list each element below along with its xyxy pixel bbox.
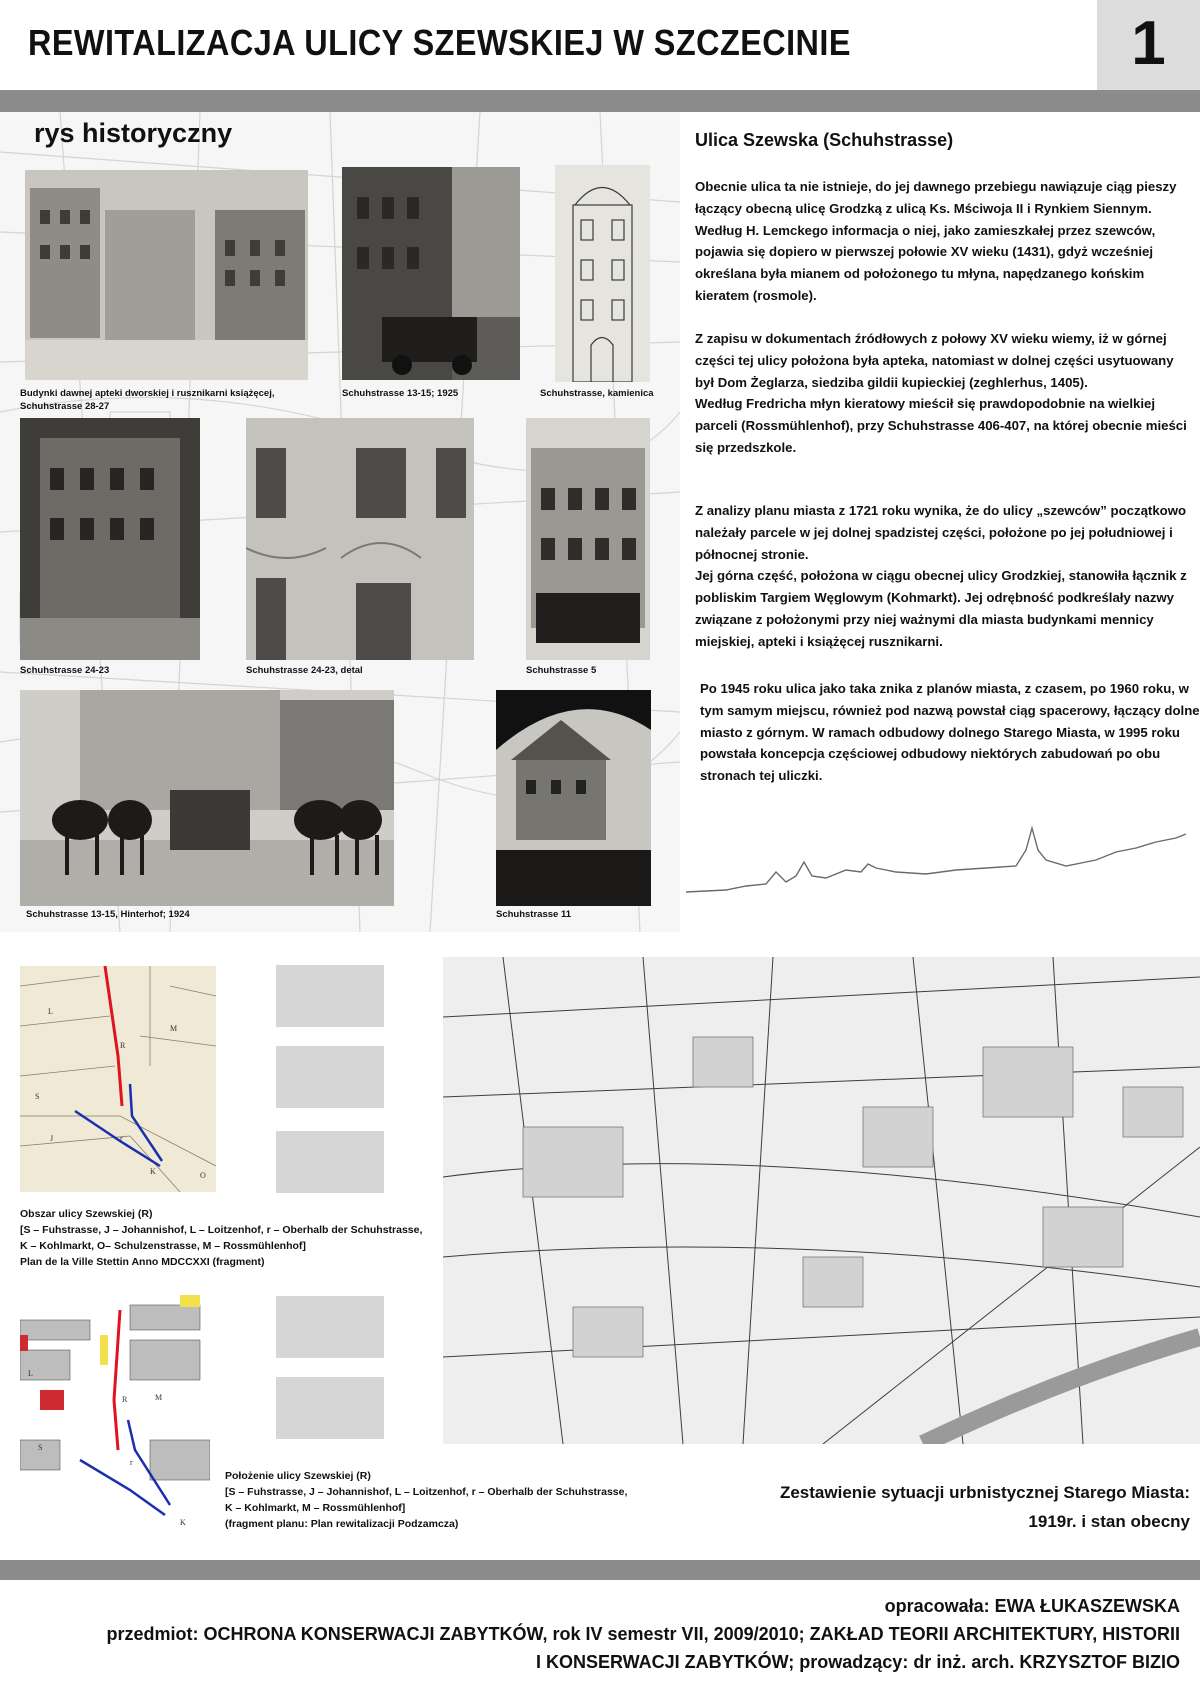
svg-text:L: L: [28, 1369, 33, 1378]
photo-schuhstrasse-5: [526, 418, 650, 660]
credits: [20, 1592, 1180, 1676]
svg-text:K: K: [180, 1518, 186, 1527]
skyline-drawing: [686, 820, 1186, 900]
image-placeholder: [276, 1046, 384, 1108]
photo-schuhstrasse-24-23-detail: [246, 418, 474, 660]
article-paragraph: Z analizy planu miasta z 1721 roku wynika, że do ulicy „szewców” początkowo należały parcele w jej dolnej spadzistej części, położone po jej południowej i północnej stronie. Jej górna część, położona w ciągu obecnej ulicy Grodzkiej, stanowiła łącznik z pobliskim Targiem Węglowym (Kohmarkt). Jej odrębność podkreślały nazwy związane z położonymi przy niej ważnymi dla miasta budynkami mennicy miejskiej, apteki i książęcej rusznikarni.: [695, 503, 1187, 649]
svg-text:J: J: [50, 1134, 54, 1143]
photo-caption: Budynki dawnej apteki dworskiej i rusznikarni książęcej, Schuhstrasse 28-27: [20, 388, 275, 412]
photo-apothecary: [25, 170, 308, 380]
svg-text:R: R: [120, 1041, 126, 1050]
photo-caption: Schuhstrasse 13-15, Hinterhof; 1924: [26, 909, 190, 920]
photo-schuhstrasse-kamienica: [555, 165, 650, 382]
map-caption-line: Zestawienie sytuacji urbnistycznej Starego Miasta:: [779, 1483, 1190, 1502]
map-caption-line: 1919r. i stan obecny: [1028, 1512, 1190, 1531]
section-heading: rys historyczny: [34, 118, 233, 148]
photo-caption: Schuhstrasse 24-23: [20, 665, 110, 676]
svg-text:R: R: [122, 1395, 128, 1404]
plan-1721: [20, 966, 216, 1192]
photo-schuhstrasse-24-23: [20, 418, 200, 660]
photo-schuhstrasse-13-15-1925: [342, 167, 520, 380]
photo-caption: Schuhstrasse, kamienica: [540, 388, 654, 399]
svg-text:r: r: [130, 1458, 133, 1467]
credits-course: I KONSERWACJI ZABYTKÓW; prowadzący: dr inż. arch. KRZYSZTOF BIZIO: [535, 1652, 1180, 1672]
svg-text:L: L: [48, 1007, 53, 1016]
photo-caption: Schuhstrasse 13-15; 1925: [342, 388, 459, 399]
page-title: REWITALIZACJA ULICY SZEWSKIEJ W SZCZECINIE: [28, 22, 851, 63]
article-paragraph: Obecnie ulica ta nie istnieje, do jej dawnego przebiegu nawiązuje ciąg pieszy łączący obecną ulicę Grodzką z ulicą Ks. Mściwoja II i Rynkiem Siennym. Według H. Lemckego informacja o niej, jako zamieszkałej przez szewców, pojawia się dopiero w pierwszej połowie XV wieku (1431), gdyż wcześniej określana była mianem od położonego tu młyna, napędzanego końskim kieratem (rosmole).: [695, 179, 1177, 303]
page-number: 1: [1131, 9, 1166, 78]
article-paragraph: Z zapisu w dokumentach źródłowych z połowy XV wieku wiemy, iż w górnej części tej ulicy położona była apteka, natomiast w dolnej części usytuowany był Dom Żeglarza, siedziba gildii kupieckiej (zeghlerhus, 1405). Według Fredricha młyn kieratowy mieścił się prawdopodobnie na wielkiej parceli (Rossmühlenhof), przy Schuhstrasse 406-407, na której obecnie mieści się przedszkole.: [695, 331, 1187, 455]
svg-text:r: r: [120, 1134, 123, 1143]
svg-text:O: O: [200, 1171, 206, 1180]
image-placeholder: [276, 1296, 384, 1358]
article-paragraph: Po 1945 roku ulica jako taka znika z planów miasta, z czasem, po 1960 roku, w tym samym miejscu, również pod nazwą powstał ciąg spacerowy, łączący dolne miasto z górnym. W ramach odbudowy dolnego Starego Miasta, w 1995 roku powstała koncepcja częściowej odbudowy niektórych zabudowań po obu stronach tej uliczki.: [700, 681, 1200, 784]
plan-current-caption: Położenie ulicy Szewskiej (R) [S – Fuhstrasse, J – Johannishof, L – Loitzenhof, r – Oberhalb der Schuhstrasse, K – Kohlmarkt, M – Rossmühlenhof] (fragment planu: Plan rewitalizacji Podzamcza): [225, 1470, 628, 1530]
svg-text:M: M: [155, 1393, 163, 1402]
city-map-comparison: [443, 957, 1200, 1444]
image-placeholder: [276, 965, 384, 1027]
image-placeholder: [276, 1377, 384, 1439]
plan-1721-caption: Obszar ulicy Szewskiej (R) [S – Fuhstrasse, J – Johannishof, L – Loitzenhof, r – Oberhalb der Schuhstrasse, K – Kohlmarkt, O– Schulzenstrasse, M – Rossmühlenhof] Plan de la Ville Stettin Anno MDCCXXI (fragment): [20, 1208, 423, 1268]
article-heading: Ulica Szewska (Schuhstrasse): [695, 130, 954, 150]
top-band: [0, 90, 1200, 112]
bottom-band: [0, 1560, 1200, 1580]
photo-caption: Schuhstrasse 11: [496, 909, 571, 920]
photo-caption: Schuhstrasse 5: [526, 665, 597, 676]
map-caption: [700, 1478, 1190, 1536]
svg-text:S: S: [35, 1092, 40, 1101]
svg-text:K: K: [150, 1167, 156, 1176]
photo-caption: Schuhstrasse 24-23, detal: [246, 665, 363, 676]
credits-course: przedmiot: OCHRONA KONSERWACJI ZABYTKÓW, rok IV semestr VII, 2009/2010; ZAKŁAD TEORII ARCHITEKTURY, HISTORII: [106, 1624, 1180, 1644]
credits-author: opracowała: EWA ŁUKASZEWSKA: [884, 1596, 1180, 1616]
photo-schuhstrasse-11: [496, 690, 651, 906]
photo-hinterhof-1924: [20, 690, 394, 906]
image-placeholder: [276, 1131, 384, 1193]
svg-text:M: M: [170, 1024, 178, 1033]
plan-current: [20, 1290, 210, 1534]
svg-text:S: S: [38, 1443, 43, 1452]
